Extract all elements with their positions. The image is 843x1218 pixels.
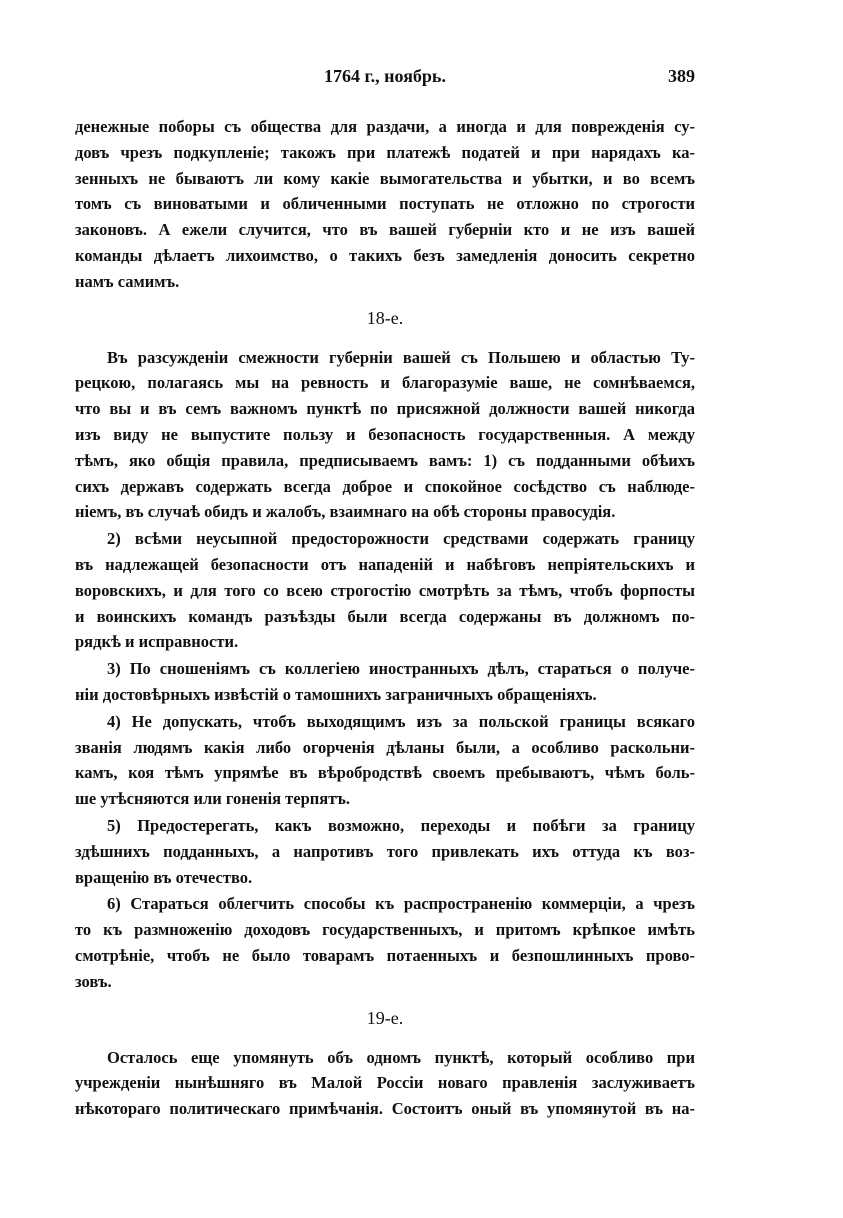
section-title: 19-е. (366, 1007, 404, 1028)
text-line: рецкою, полагаясь мы на ревность и благоразуміе ваше, не сомнѣваемся, (75, 373, 695, 393)
text-line: 5) Предостерегать, какъ возможно, переходы и побѣги за границу (107, 815, 695, 835)
text-line: изъ виду не выпустите пользу и безопасность государственныя. А между (75, 424, 695, 444)
paragraph (75, 526, 695, 655)
text-line: Осталось еще упомянуть объ одномъ пунктѣ, который особливо при (107, 1047, 695, 1067)
text-line: въ надлежащей безопасности отъ нападеній и набѣговъ непріятельскихъ и (75, 554, 695, 574)
section-title: 18-е. (366, 307, 404, 328)
text-line: то къ размноженію доходовъ государственныхъ, и притомъ крѣпкое имѣть (75, 920, 695, 940)
paragraph (75, 709, 695, 812)
text-line: рядкѣ и исправности. (75, 632, 239, 652)
text-line: 3) По сношеніямъ съ коллегіею иностранныхъ дѣлъ, стараться о получе- (107, 659, 695, 679)
text-line: 4) Не допускать, чтобъ выходящимъ изъ за польской границы всякаго (107, 711, 695, 731)
paragraph (75, 1045, 695, 1122)
page-body (75, 114, 695, 1123)
text-line: зенныхъ не бываютъ ли кому какіе вымогательства и убытки, и во всемъ (75, 168, 695, 188)
text-line: 6) Стараться облегчить способы къ распространенію коммерціи, а чрезъ (107, 894, 695, 914)
running-title: 1764 г., ноябрь. (324, 66, 446, 86)
text-line: ніемъ, въ случаѣ обидъ и жалобъ, взаимнаго на обѣ стороны правосудія. (75, 502, 616, 522)
text-line: здѣшнихъ подданныхъ, а напротивъ того привлекать ихъ оттуда къ воз- (75, 841, 695, 861)
text-line: воровскихъ, и для того со всею строгостію смотрѣть за тѣмъ, чтобъ форпосты (75, 580, 695, 600)
paragraph (75, 656, 695, 708)
text-line: нѣкотораго политическаго примѣчанія. Состоитъ оный въ упомянутой въ на- (75, 1099, 695, 1119)
text-line: званія людямъ какія либо огорченія дѣланы были, а особливо раскольни- (75, 737, 695, 757)
paragraph (75, 345, 695, 526)
text-line: томъ съ виноватыми и обличенными поступать не отложно по строгости (75, 194, 695, 214)
text-line: законовъ. А ежели случится, что въ вашей губерніи кто и не изъ вашей (75, 220, 695, 240)
text-line: смотрѣніе, чтобъ не было товарамъ потаенныхъ и безпошлинныхъ прово- (75, 945, 695, 965)
text-line: 2) всѣми неусыпной предосторожности средствами содержать границу (107, 529, 695, 549)
page-number: 389 (668, 66, 695, 86)
text-line: денежные поборы съ общества для раздачи, а иногда и для поврежденія су- (75, 117, 695, 136)
text-line: вращенію въ отечество. (75, 867, 253, 887)
text-line: сихъ державъ содержать всегда доброе и спокойное сосѣдство съ наблюде- (75, 476, 695, 496)
paragraph (75, 891, 695, 994)
text-line: ніи достовѣрныхъ извѣстій о тамошнихъ заграничныхъ обращеніяхъ. (75, 684, 597, 704)
text-line: зовъ. (75, 971, 112, 991)
paragraph (75, 813, 695, 890)
text-line: учрежденіи нынѣшняго въ Малой Россіи новаго правленія заслуживаетъ (75, 1073, 695, 1093)
text-line: довъ чрезъ подкупленіе; такожъ при платежѣ податей и при нарядахъ ка- (75, 142, 695, 162)
paragraph (75, 114, 695, 295)
text-line: Въ разсужденіи смежности губерніи вашей съ Польшею и областью Ту- (107, 347, 695, 367)
text-line: и воинскихъ командъ разъѣзды были всегда содержаны въ должномъ по- (75, 606, 695, 626)
page-header (75, 66, 695, 92)
text-line: камъ, коя тѣмъ упрямѣе въ вѣробродствѣ своемъ пребываютъ, чѣмъ боль- (75, 763, 695, 783)
text-line: команды дѣлаетъ лихоимство, о такихъ безъ замедленія доносить секретно (75, 245, 695, 265)
text-line: что вы и въ семъ важномъ пунктѣ по присяжной должности вашей никогда (75, 399, 695, 419)
text-line: ше утѣсняются или гоненія терпятъ. (75, 789, 351, 809)
text-line: тѣмъ, яко общія правила, предписываемъ вамъ: 1) съ подданными обѣихъ (75, 450, 695, 470)
text-line: намъ самимъ. (75, 271, 180, 291)
